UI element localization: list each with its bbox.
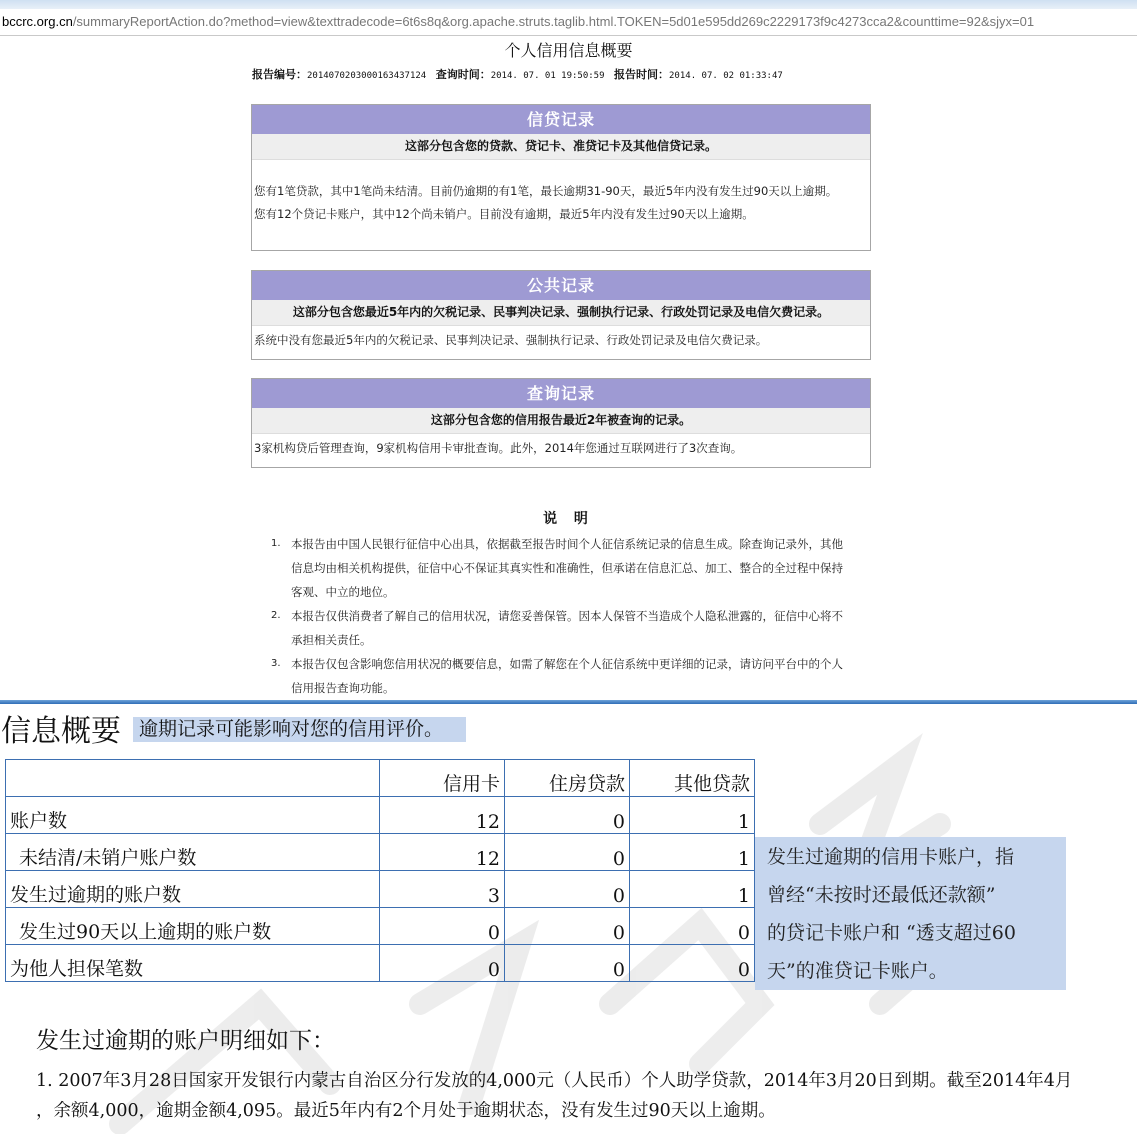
table-header-row — [6, 760, 755, 797]
note-line: 信息均由相关机构提供，征信中心不保证其真实性和准确性，但承诺在信息汇总、加工、整合的全过程中保持 — [291, 561, 843, 575]
table-row — [6, 908, 755, 945]
report-no-label: 报告编号： — [252, 68, 307, 81]
table-cell: 3 — [380, 871, 505, 908]
table-cell: 1 — [630, 797, 755, 834]
detail-line: 1. 2007年3月28日国家开发银行内蒙古自治区分行发放的4,000元（人民币）个人助学贷款，2014年3月20日到期。截至2014年4月 — [36, 1071, 1073, 1091]
row-label: 发生过90天以上逾期的账户数 — [6, 908, 380, 945]
overdue-detail — [36, 1066, 1116, 1126]
table-cell: 12 — [380, 797, 505, 834]
table-cell: 1 — [630, 871, 755, 908]
report-no: 2014070203000163437124 — [307, 71, 427, 81]
table-cell: 0 — [505, 945, 630, 982]
table-cell: 0 — [505, 908, 630, 945]
table-cell: 0 — [505, 871, 630, 908]
section-line: 您有1笔贷款，其中1笔尚未结清。目前仍逾期的有1笔，最长逾期31-90天，最近5年内没有发生过90天以上逾期。 — [254, 184, 838, 198]
column-header — [6, 760, 380, 797]
report-meta — [252, 66, 789, 82]
section-query-records — [251, 378, 871, 468]
address-url[interactable] — [2, 14, 1034, 29]
section-line: 系统中没有您最近5年内的欠税记录、民事判决记录、强制执行记录、行政处罚记录及电信欠费记录。 — [254, 333, 768, 347]
table-cell: 1 — [630, 834, 755, 871]
note-number: 2. — [271, 610, 281, 621]
table-cell: 0 — [505, 834, 630, 871]
table-cell: 12 — [380, 834, 505, 871]
url-path: /summaryReportAction.do?method=view&texttradecode=6t6s8q&org.apache.struts.taglib.html.TOKEN=5d01e595dd269c2229173f9c4273cca2&counttime=92&sjyx=01 — [72, 14, 1035, 29]
report-title: 个人信用信息概要 — [504, 41, 633, 60]
section-public-records — [251, 270, 871, 360]
section-subheader: 这部分包含您的贷款、贷记卡、准贷记卡及其他信贷记录。 — [252, 134, 870, 160]
callout-line: 发生过逾期的信用卡账户，指 — [767, 846, 1015, 868]
table-cell: 0 — [630, 945, 755, 982]
table-row — [6, 834, 755, 871]
note-number: 3. — [271, 658, 281, 669]
column-header: 其他贷款 — [630, 760, 755, 797]
section-line: 您有12个贷记卡账户，其中12个尚未销户。目前没有逾期，最近5年内没有发生过90天以上逾期。 — [254, 207, 754, 221]
address-bar[interactable] — [0, 9, 1137, 36]
summary-title: 信息概要 — [1, 714, 121, 749]
table-cell: 0 — [505, 797, 630, 834]
report-time: 2014. 07. 02 01:33:47 — [669, 71, 783, 81]
note-item — [271, 652, 871, 700]
section-header: 信贷记录 — [252, 105, 870, 134]
notes-list — [271, 532, 871, 700]
row-label: 为他人担保笔数 — [6, 945, 380, 982]
info-summary — [0, 704, 1137, 1134]
summary-subtitle: 逾期记录可能影响对您的信用评价。 — [133, 717, 466, 742]
report-time-label: 报告时间： — [614, 68, 670, 81]
overdue-definition-callout — [755, 837, 1066, 990]
table-row — [6, 945, 755, 982]
table-cell: 0 — [630, 908, 755, 945]
note-item — [271, 532, 871, 604]
section-header: 查询记录 — [252, 379, 870, 408]
column-header: 信用卡 — [380, 760, 505, 797]
detail-line: ，余额4,000，逾期金额4,095。最近5年内有2个月处于逾期状态，没有发生过90天以上逾期。 — [36, 1101, 776, 1121]
url-host: bccrc.org.cn — [2, 14, 73, 29]
callout-line: 的贷记卡账户和 “透支超过60 — [767, 922, 1016, 944]
query-time-label: 查询时间： — [435, 68, 491, 81]
table-cell: 0 — [380, 908, 505, 945]
callout-line: 天”的准贷记卡账户。 — [767, 960, 948, 982]
callout-line: 曾经“未按时还最低还款额” — [767, 884, 996, 906]
table-row — [6, 871, 755, 908]
note-line: 承担相关责任。 — [291, 633, 372, 647]
table-cell: 0 — [380, 945, 505, 982]
note-number: 1. — [271, 538, 281, 549]
table-row — [6, 797, 755, 834]
section-header: 公共记录 — [252, 271, 870, 300]
note-line: 本报告仅包含影响您信用状况的概要信息，如需了解您在个人征信系统中更详细的记录，请访问平台中的个人 — [291, 657, 843, 671]
note-line: 本报告仅供消费者了解自己的信用状况，请您妥善保管。因本人保管不当造成个人隐私泄露的，征信中心将不 — [291, 609, 843, 623]
section-line: 3家机构贷后管理查询，9家机构信用卡审批查询。此外，2014年您通过互联网进行了3次查询。 — [254, 441, 743, 455]
query-time: 2014. 07. 01 19:50:59 — [490, 71, 605, 81]
section-credit-records — [251, 104, 871, 251]
column-header: 住房贷款 — [505, 760, 630, 797]
notes-title: 说 明 — [543, 511, 594, 527]
section-subheader: 这部分包含您的信用报告最近2年被查询的记录。 — [252, 408, 870, 434]
section-subheader: 这部分包含您最近5年内的欠税记录、民事判决记录、强制执行记录、行政处罚记录及电信欠费记录。 — [252, 300, 870, 326]
credit-report-page — [0, 36, 1137, 700]
overdue-detail-title: 发生过逾期的账户明细如下： — [36, 1028, 335, 1054]
note-item — [271, 604, 871, 652]
summary-table — [5, 759, 755, 982]
row-label: 未结清/未销户账户数 — [6, 834, 380, 871]
note-line: 客观、中立的地位。 — [291, 585, 395, 599]
note-line: 本报告由中国人民银行征信中心出具，依据截至报告时间个人征信系统记录的信息生成。除查询记录外，其他 — [291, 537, 843, 551]
row-label: 账户数 — [6, 797, 380, 834]
row-label: 发生过逾期的账户数 — [6, 871, 380, 908]
note-line: 信用报告查询功能。 — [291, 681, 395, 695]
